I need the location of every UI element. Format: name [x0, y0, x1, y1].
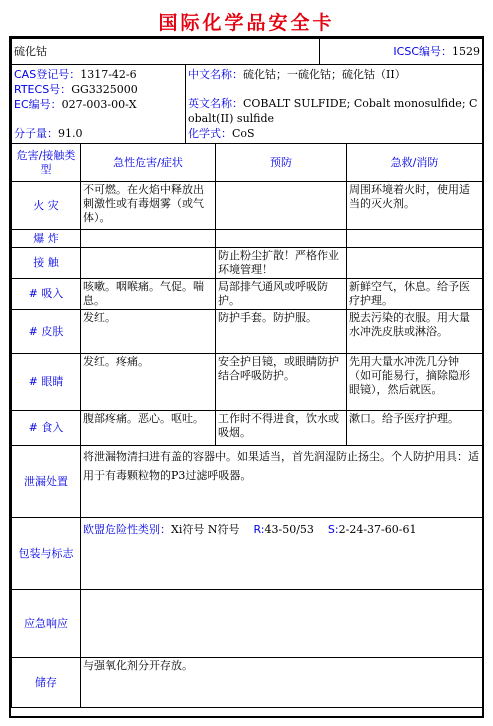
hazard-row: # 皮肤 发红。 防护手套。防护服。 脱去污染的衣服。用大量水冲洗皮肤或淋浴。	[12, 310, 483, 354]
packaging-label: 包装与标志	[12, 518, 81, 590]
mw-line: 分子量：91.0	[14, 127, 83, 140]
col-symptom: 急性危害/症状	[81, 144, 216, 182]
hazard-row: 接 触 防止粉尘扩散！严格作业环境管理！	[12, 248, 483, 279]
storage-label: 储存	[12, 658, 81, 708]
spill-row	[12, 446, 483, 518]
emergency-text	[81, 590, 483, 658]
ec-line: EC编号：027-003-00-X	[14, 98, 137, 111]
id-codes	[12, 65, 186, 144]
cn-name-line: 中文名称：硫化钴；一硫化钴；硫化钴（II）	[188, 68, 406, 81]
formula-line: 化学式：CoS	[188, 127, 255, 140]
ids-row	[12, 65, 483, 144]
col-type: 危害/接触类型	[12, 144, 81, 182]
icsc-number	[320, 39, 483, 65]
packaging-text: 欧盟危险性类别：Xi符号 N符号 R:43-50/53 S:2-24-37-60-61	[81, 518, 483, 590]
icsc-value: 1529	[452, 44, 480, 58]
hazard-row: # 眼睛 发红。疼痛。 安全护目镜，或眼睛防护结合呼吸防护。 先用大量水冲洗几分钟（如可能易行，摘除隐形眼镜），然后就医。	[12, 354, 483, 411]
names-block	[186, 65, 483, 144]
storage-text: 与强氧化剂分开存放。	[81, 658, 483, 708]
emergency-label: 应急响应	[12, 590, 81, 658]
spill-label: 泄漏处置	[12, 446, 81, 518]
card-title: 国际化学品安全卡	[158, 12, 335, 34]
cas-line: CAS登记号：1317-42-6	[14, 68, 137, 81]
hazard-row: # 食入 腹部疼痛。恶心。呕吐。 工作时不得进食，饮水或吸烟。 漱口。给予医疗护理。	[12, 411, 483, 446]
packaging-row	[12, 518, 483, 590]
storage-row	[12, 658, 483, 708]
chemical-name: 硫化钴	[12, 39, 320, 65]
col-prevention: 预防	[216, 144, 347, 182]
spill-text: 将泄漏物清扫进有盖的容器中。如果适当，首先润湿防止扬尘。个人防护用具：适用于有毒颗粒物的P3过滤呼吸器。	[81, 446, 483, 518]
name-row	[12, 39, 483, 65]
rtecs-line: RTECS号：GG3325000	[14, 83, 138, 96]
hazard-row: 火 灾 不可燃。在火焰中释放出刺激性或有毒烟雾（或气体）。 周围环境着火时，使用适当的灭火剂。	[12, 182, 483, 230]
safety-card-table	[11, 38, 483, 708]
hazard-row: 爆 炸	[12, 230, 483, 248]
col-aid: 急救/消防	[347, 144, 483, 182]
column-header-row	[12, 144, 483, 182]
hazard-row: # 吸入 咳嗽。咽喉痛。气促。喘息。 局部排气通风或呼吸防护。 新鲜空气，休息。给予医疗护理。	[12, 279, 483, 310]
emergency-row	[12, 590, 483, 658]
en-name-line: 英文名称：COBALT SULFIDE; Cobalt monosulfide; Cobalt(II) sulfide	[188, 97, 478, 125]
icsc-label: ICSC编号：	[393, 44, 452, 58]
